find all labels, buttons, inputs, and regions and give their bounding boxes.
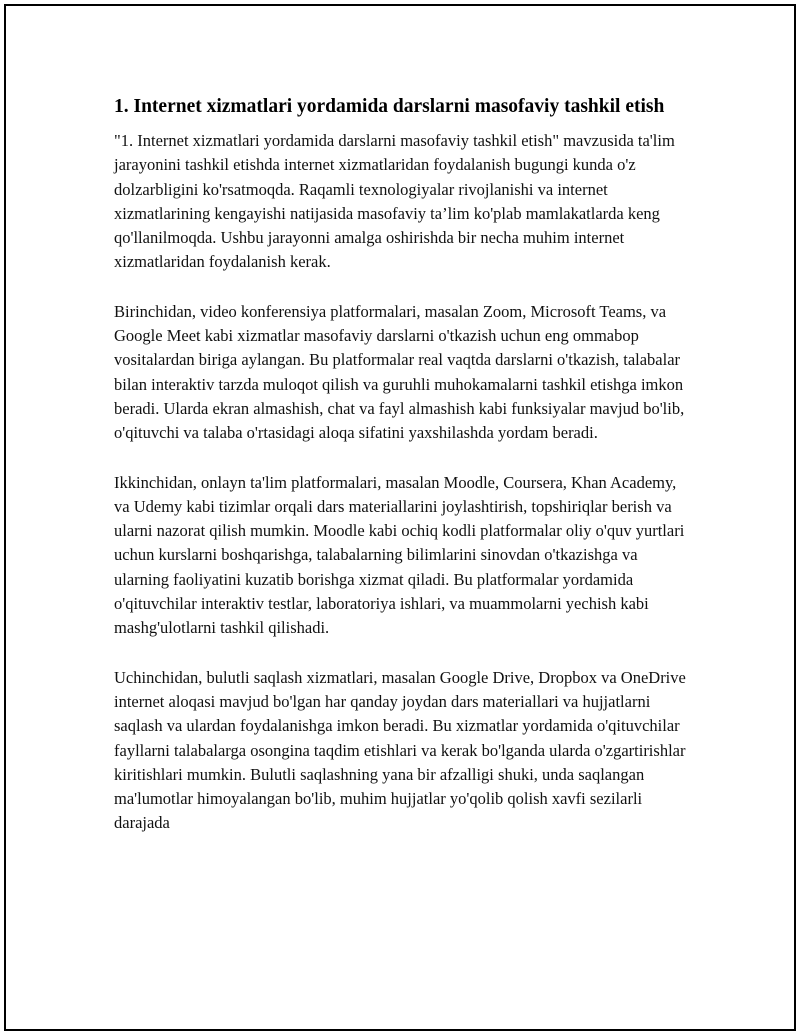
paragraph-cloud-storage: Uchinchidan, bulutli saqlash xizmatlari, masalan Google Drive, Dropbox va OneDrive internet aloqasi mavjud bo'lgan har qanday joydan dars materiallari va hujjatlarni saqlash va ulardan foydalanishga imkon beradi. Bu xizmatlar yordamida o'qituvchilar fayllarni talabalarga osongina taqdim etishlari va kerak bo'lganda ularda o'zgartirishlar kiritishlari mumkin. Bulutli saqlashning yana bir afzalligi shuki, unda saqlangan ma'lumotlar himoyalangan bo'lib, muhim hujjatlar yo'qolib qolish xavfi sezilarli darajada bbox=[114, 667, 686, 833]
document-title: 1. Internet xizmatlari yordamida darslarni masofaviy tashkil etish bbox=[114, 96, 665, 117]
document-body bbox=[114, 93, 694, 861]
paragraph-video-conferencing: Birinchidan, video konferensiya platformalari, masalan Zoom, Microsoft Teams, va Google Meet kabi xizmatlar masofaviy darslarni o'tkazish uchun eng ommabop vositalardan biriga aylangan. Bu platformalar real vaqtda darslarni o'tkazish, talabalar bilan interaktiv tarzda muloqot qilish va guruhli muhokamalarni tashkil etishga imkon beradi. Ularda ekran almashish, chat va fayl almashish kabi funksiyalar mavjud bo'lib, o'qituvchi va talaba o'rtasidagi aloqa sifatini yaxshilashda yordam beradi. bbox=[114, 301, 685, 443]
paragraph-online-platforms: Ikkinchidan, onlayn ta'lim platformalari, masalan Moodle, Coursera, Khan Academy, va Udemy kabi tizimlar orqali dars materiallarini joylashtirish, topshiriqlar berish va ularni nazorat qilish mumkin. Moodle kabi ochiq kodli platformalar oliy o'quv yurtlari uchun kurslarni boshqarishga, talabalarning bilimlarini sinovdan o'tkazishga va ularning faoliyatini kuzatib borishga xizmat qiladi. Bu platformalar yordamida o'qituvchilar interaktiv testlar, laboratoriya ishlari, va muammolarni yechish kabi mashg'ulotlarni tashkil qilishadi. bbox=[114, 472, 685, 638]
paragraph-intro: "1. Internet xizmatlari yordamida darslarni masofaviy tashkil etish" mavzusida ta'lim jarayonini tashkil etishda internet xizmatlaridan foydalanish bugungi kunda o'z dolzarbligini ko'rsatmoqda. Raqamli texnologiyalar rivojlanishi va internet xizmatlarining kengayishi natijasida masofaviy ta’lim ko'plab mamlakatlarda keng qo'llanilmoqda. Ushbu jarayonni amalga oshirishda bir necha muhim internet xizmatlaridan foydalanish kerak. bbox=[114, 131, 675, 272]
